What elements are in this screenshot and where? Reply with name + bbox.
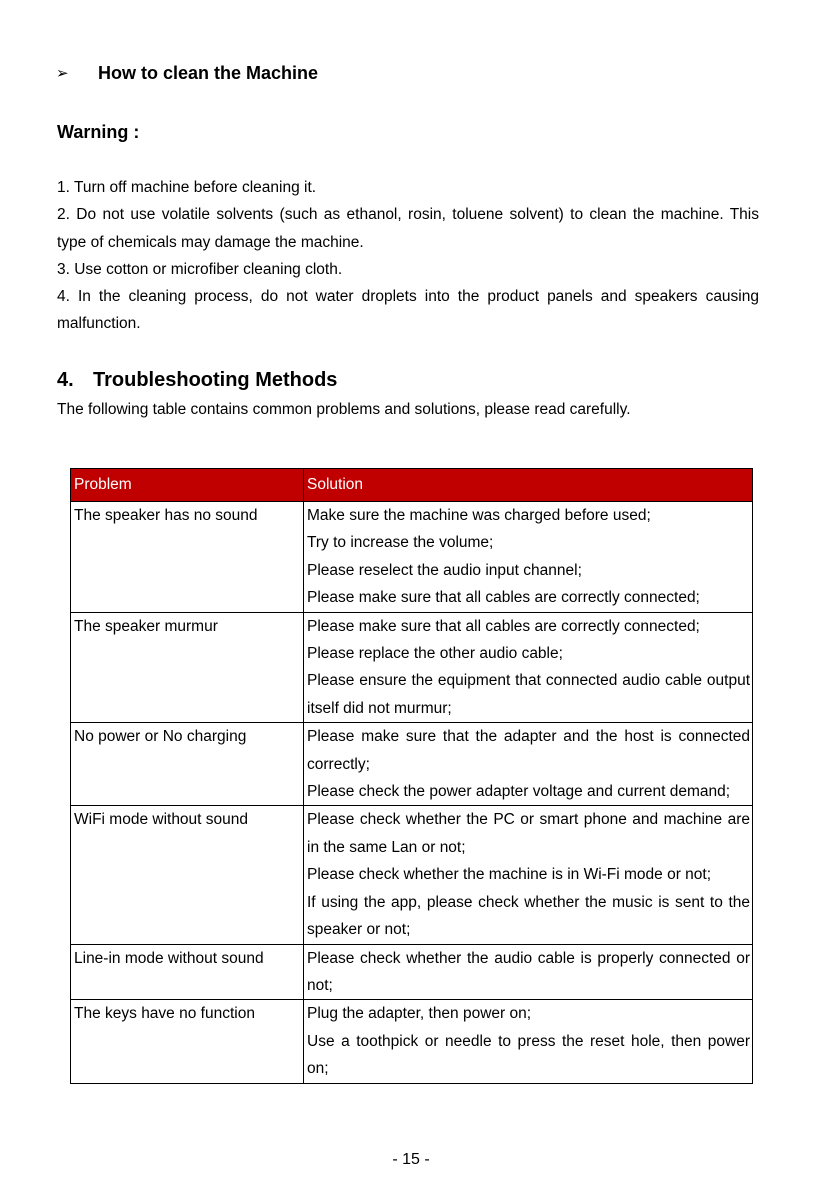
solution-line: Please make sure that the adapter and the host is connected correctly;	[307, 728, 750, 773]
solution-line: Please check whether the machine is in Wi-Fi mode or not;	[307, 866, 712, 884]
solution-line: Please check whether the audio cable is properly connected or not;	[307, 949, 750, 994]
solution-line: Please check the power adapter voltage and current demand;	[307, 783, 731, 801]
problem-cell: The speaker murmur	[71, 612, 304, 723]
solution-cell	[304, 612, 753, 723]
solution-cell	[304, 502, 753, 613]
cleaning-step: 4. In the cleaning process, do not water droplets into the product panels and speakers causing malfunction.	[57, 288, 759, 333]
problem-cell: The keys have no function	[71, 1000, 304, 1083]
section-title: Troubleshooting Methods	[93, 369, 338, 391]
solution-line: Please check whether the PC or smart phone and machine are in the same Lan or not;	[307, 811, 750, 856]
solution-line: Please make sure that all cables are correctly connected;	[307, 589, 700, 607]
cleaning-steps	[57, 174, 759, 338]
solution-cell	[304, 1000, 753, 1083]
solution-line: Please ensure the equipment that connected audio cable output itself did not murmur;	[307, 672, 750, 717]
section-intro: The following table contains common problems and solutions, please read carefully.	[57, 401, 631, 418]
problem-cell: The speaker has no sound	[71, 502, 304, 613]
warning-label: Warning :	[57, 122, 140, 142]
table-row	[71, 612, 753, 723]
solution-line: Use a toothpick or needle to press the reset hole, then power on;	[307, 1032, 750, 1078]
problem-cell: WiFi mode without sound	[71, 806, 304, 944]
table-row	[71, 806, 753, 944]
troubleshooting-table	[70, 468, 753, 1084]
cleaning-step: 2. Do not use volatile solvents (such as ethanol, rosin, toluene solvent) to clean the machine. This type of chemicals may damage the machine.	[57, 206, 759, 251]
table-row	[71, 723, 753, 806]
solution-line: Please make sure that all cables are correctly connected;	[307, 617, 700, 635]
problem-cell: No power or No charging	[71, 723, 304, 806]
solution-line: Please replace the other audio cable;	[307, 645, 563, 663]
table-row	[71, 944, 753, 1000]
problem-cell: Line-in mode without sound	[71, 944, 304, 1000]
solution-cell	[304, 944, 753, 1000]
table-header-row	[71, 469, 753, 502]
solution-cell	[304, 806, 753, 944]
page-number: - 15 -	[392, 1151, 430, 1168]
solution-line: Please reselect the audio input channel;	[307, 561, 582, 579]
arrowhead-bullet-icon: ➢	[56, 65, 69, 82]
solution-line: Make sure the machine was charged before used;	[307, 507, 651, 524]
cleaning-heading-title: How to clean the Machine	[98, 62, 319, 83]
cleaning-step: 1. Turn off machine before cleaning it.	[57, 179, 317, 196]
solution-cell	[304, 723, 753, 806]
section-heading	[57, 369, 337, 392]
section-number: 4.	[57, 369, 74, 391]
solution-line: Try to increase the volume;	[307, 534, 494, 552]
column-header-problem: Problem	[71, 469, 304, 502]
cleaning-step: 3. Use cotton or microfiber cleaning cloth.	[57, 260, 343, 278]
column-header-solution: Solution	[304, 469, 753, 502]
table-body	[71, 502, 753, 1084]
cleaning-heading	[56, 60, 318, 86]
table-row	[71, 502, 753, 613]
solution-line: Plug the adapter, then power on;	[307, 1005, 532, 1023]
table-row	[71, 1000, 753, 1083]
solution-line: If using the app, please check whether the music is sent to the speaker or not;	[307, 893, 750, 939]
